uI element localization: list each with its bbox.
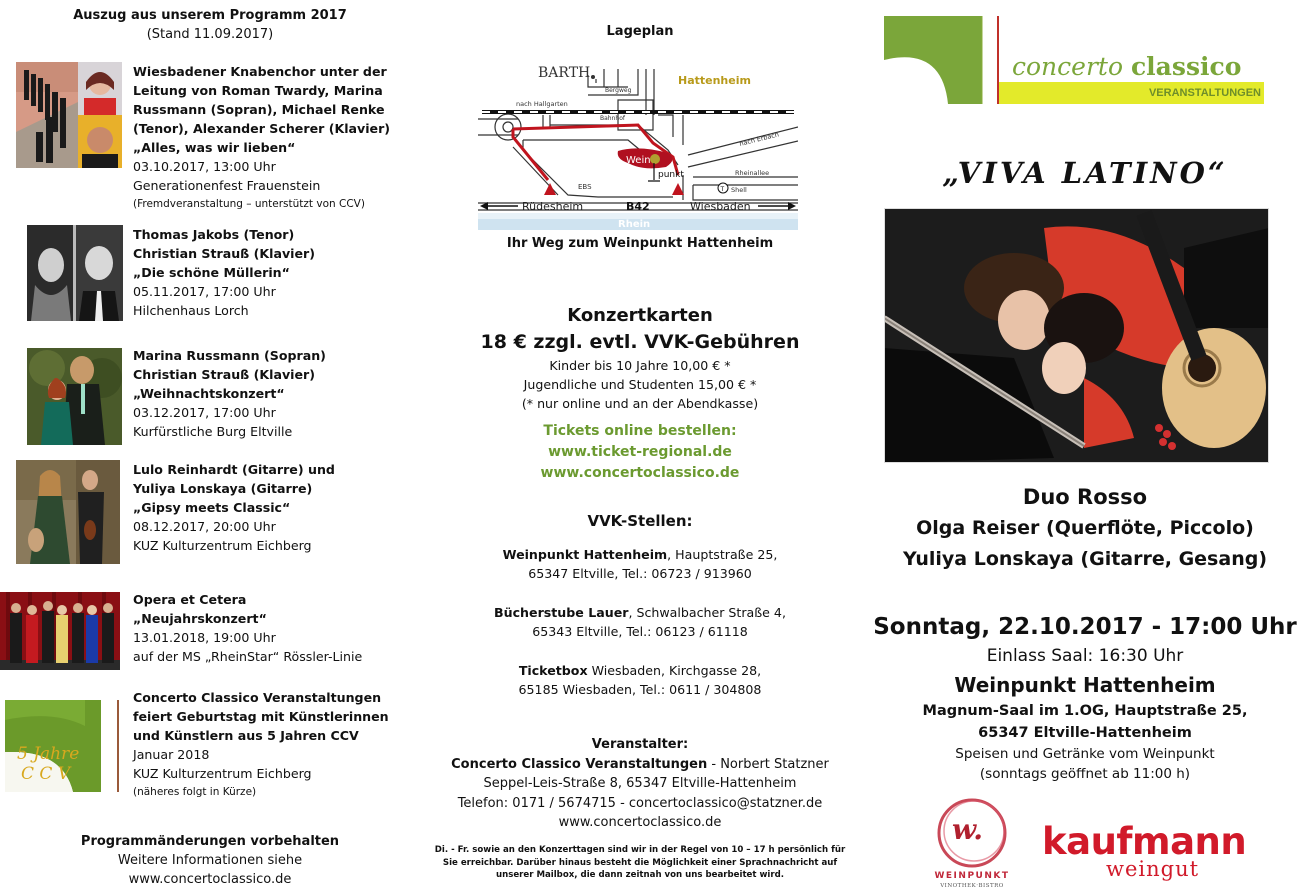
ticket-info xyxy=(430,303,850,484)
event-text xyxy=(133,688,389,802)
tickets-price: 18 € zzgl. evtl. VVK-Gebühren xyxy=(480,331,800,353)
organizer-contact[interactable]: Telefon: 0171 / 5674715 - concertoclassico@statzner.de xyxy=(457,795,823,811)
event-title: „Neujahrskonzert“ xyxy=(133,611,267,626)
event-venue: KUZ Kulturzentrum Eichberg xyxy=(133,538,312,553)
weinpunkt-logo xyxy=(922,795,1022,890)
event-performers: feiert Geburtstag mit Künstlerinnen xyxy=(133,709,389,724)
map-label-ruedesheim: Rüdesheim xyxy=(522,200,584,213)
presale-location xyxy=(430,661,850,700)
ccv-badge-text xyxy=(17,744,79,784)
tickets-heading: Konzertkarten xyxy=(567,305,713,326)
event-performers: Concerto Classico Veranstaltungen xyxy=(133,690,382,705)
event-venue: auf der MS „RheinStar“ Rössler-Linie xyxy=(133,649,363,664)
map-label-bergweg: Bergweg xyxy=(605,87,632,94)
program-footer xyxy=(0,832,420,889)
event-date: 13.01.2018, 19:00 Uhr xyxy=(133,630,276,645)
weinpunkt-subtitle: VINOTHEK·BISTRO xyxy=(940,883,1004,889)
map-label-t: T xyxy=(720,186,725,193)
presale-location-name: Ticketbox xyxy=(518,662,588,678)
event-performers: (Tenor), Alexander Scherer (Klavier) xyxy=(133,121,391,136)
venue-address-line1: Magnum-Saal im 1.OG, Hauptstraße 25, xyxy=(922,703,1248,719)
map-label-rhein: Rhein xyxy=(618,219,651,230)
logo-word-concerto: concerto xyxy=(1012,52,1123,81)
logo-word-classico: classico xyxy=(1130,52,1242,81)
event-text xyxy=(133,346,326,441)
organizer-heading: Veranstalter: xyxy=(591,737,689,752)
event-note: (näheres folgt in Kürze) xyxy=(133,786,257,798)
event-performers: Thomas Jakobs (Tenor) xyxy=(133,227,295,242)
weinpunkt-name: WEINPUNKT xyxy=(934,871,1010,881)
map-label-hallgarten: nach Hallgarten xyxy=(516,100,568,108)
event-text xyxy=(133,225,315,320)
presale-location-address: , Schwalbacher Straße 4, xyxy=(628,604,786,620)
presale-location-name: Weinpunkt Hattenheim xyxy=(502,546,668,562)
program-header xyxy=(0,6,420,44)
map-label-erbach: nach Erbach xyxy=(738,130,780,148)
opening-hours: (sonntags geöffnet ab 11:00 h) xyxy=(979,766,1191,782)
program-website-link[interactable]: www.concertoclassico.de xyxy=(128,872,292,887)
performer-yuliya-lonskaya: Yuliya Lonskaya (Gitarre, Gesang) xyxy=(902,548,1267,570)
presale-location-address: , Hauptstraße 25, xyxy=(667,546,778,562)
office-hours-line: unserer Mailbox, die dann zeitnah von uns bearbeitet wird. xyxy=(495,870,785,880)
event-performers: Yuliya Lonskaya (Gitarre) xyxy=(133,481,313,496)
kaufmann-name: kaufmann xyxy=(1042,820,1247,863)
event-title: „Alles, was wir lieben“ xyxy=(133,140,296,155)
map-label-wiesbaden: Wiesbaden xyxy=(690,200,751,213)
badge-line: 5 Jahre xyxy=(17,744,80,764)
event-title: „Die schöne Müllerin“ xyxy=(133,265,290,280)
event-photo-opera-et-cetera xyxy=(0,592,120,670)
event-text xyxy=(133,590,362,666)
program-more-info: Weitere Informationen siehe xyxy=(117,853,303,868)
weinpunkt-mark: w. xyxy=(952,813,984,846)
badge-line: C C V xyxy=(21,764,71,784)
event-title: „Gipsy meets Classic“ xyxy=(133,500,291,515)
organizer-address: Seppel-Leis-Straße 8, 65347 Eltville-Hattenheim xyxy=(483,776,797,791)
map-label-ebs: EBS xyxy=(578,183,592,191)
event-date: 08.12.2017, 20:00 Uhr xyxy=(133,519,276,534)
program-stand-date: (Stand 11.09.2017) xyxy=(146,27,274,42)
ticket-regional-link[interactable]: www.ticket-regional.de xyxy=(548,444,732,460)
map-label-wein: Wein xyxy=(626,155,651,166)
presale-location-phone: 65347 Eltville, Tel.: 06723 / 913960 xyxy=(528,566,752,581)
event-performers: Marina Russmann (Sopran) xyxy=(133,348,326,363)
event-text xyxy=(133,62,390,214)
event-title: „Weihnachtskonzert“ xyxy=(133,386,285,401)
cover-column xyxy=(870,0,1300,894)
location-map xyxy=(478,55,798,230)
organizer-info xyxy=(430,735,850,833)
map-label-hattenheim: Hattenheim xyxy=(678,74,751,87)
presale-location-name: Bücherstube Lauer xyxy=(494,604,629,620)
doors-open-time: Einlass Saal: 16:30 Uhr xyxy=(986,646,1184,666)
event-performers: Russmann (Sopran), Michael Renke xyxy=(133,102,385,117)
event-venue: KUZ Kulturzentrum Eichberg xyxy=(133,766,312,781)
organizer-website-link[interactable]: www.concertoclassico.de xyxy=(558,815,722,830)
event-photo-knabenchor xyxy=(16,62,122,168)
organizer-person: - Norbert Statzner xyxy=(707,756,829,772)
concert-title: „VIVA LATINO“ xyxy=(942,156,1228,190)
concerto-classico-logo xyxy=(884,16,1269,106)
presale-heading: VVK-Stellen: xyxy=(587,512,693,530)
kaufmann-weingut-logo xyxy=(1042,820,1247,884)
info-column xyxy=(430,0,850,894)
map-title: Lageplan xyxy=(606,24,674,39)
event-venue: Kurfürstliche Burg Eltville xyxy=(133,424,293,439)
map-label-punkt: punkt xyxy=(658,170,684,180)
map-label-shell: Shell xyxy=(731,186,747,194)
program-column xyxy=(0,0,420,894)
map-label-rheinallee: Rheinallee xyxy=(735,169,770,177)
event-venue: Hilchenhaus Lorch xyxy=(133,303,249,318)
catering-info: Speisen und Getränke vom Weinpunkt xyxy=(955,746,1215,762)
map-caption: Ihr Weg zum Weinpunkt Hattenheim xyxy=(506,236,774,251)
event-note: (Fremdveranstaltung – unterstützt von CCV) xyxy=(133,198,365,210)
event-venue: Generationenfest Frauenstein xyxy=(133,178,321,193)
venue-address-line2: 65347 Eltville-Hattenheim xyxy=(978,725,1192,741)
program-heading: Auszug aus unserem Programm 2017 xyxy=(73,8,347,23)
map-label-barth: BARTH xyxy=(538,65,591,81)
event-date: Januar 2018 xyxy=(133,747,210,762)
concertoclassico-link[interactable]: www.concertoclassico.de xyxy=(540,465,740,481)
event-performers: Opera et Cetera xyxy=(133,592,247,607)
presale-location xyxy=(430,603,850,642)
event-photo-jakobs-strauss xyxy=(27,225,123,321)
office-hours-note xyxy=(430,844,850,882)
event-performers: Christian Strauß (Klavier) xyxy=(133,246,315,261)
logo-wordmark xyxy=(1012,52,1241,81)
presale-locations xyxy=(430,512,850,719)
logo-subtitle: VERANSTALTUNGEN xyxy=(1148,87,1261,99)
tickets-online-label: Tickets online bestellen: xyxy=(543,423,737,439)
event-date: 03.12.2017, 17:00 Uhr xyxy=(133,405,276,420)
tickets-note: (* nur online und an der Abendkasse) xyxy=(521,396,759,411)
tickets-youth-price: Jugendliche und Studenten 15,00 € * xyxy=(523,377,757,392)
kaufmann-subtitle: weingut xyxy=(1106,857,1200,881)
event-date: 03.10.2017, 13:00 Uhr xyxy=(133,159,276,174)
tickets-kids-price: Kinder bis 10 Jahre 10,00 € * xyxy=(549,358,731,373)
ccv-anniversary-badge xyxy=(3,700,123,792)
concert-details xyxy=(870,612,1300,784)
presale-location-address: Wiesbaden, Kirchgasse 28, xyxy=(587,662,762,678)
event-performers: und Künstlern aus 5 Jahren CCV xyxy=(133,728,359,743)
presale-location-phone: 65343 Eltville, Tel.: 06123 / 61118 xyxy=(532,624,748,639)
duo-rosso-photo xyxy=(884,208,1269,463)
map-label-bahnhof: Bahnhof xyxy=(600,115,625,122)
event-date: 05.11.2017, 17:00 Uhr xyxy=(133,284,276,299)
presale-location xyxy=(430,545,850,584)
office-hours-line: Di. - Fr. sowie an den Konzerttagen sind wir in der Regel von 10 – 17 h persönlich für xyxy=(434,845,846,855)
event-performers: Lulo Reinhardt (Gitarre) und xyxy=(133,462,335,477)
ensemble-name: Duo Rosso xyxy=(1022,485,1148,509)
organizer-name: Concerto Classico Veranstaltungen xyxy=(451,756,708,772)
program-disclaimer: Programmänderungen vorbehalten xyxy=(80,834,340,849)
event-photo-russmann-strauss xyxy=(27,348,122,445)
map-label-b42: B42 xyxy=(626,200,650,213)
office-hours-line: Sie erreichbar. Darüber hinaus besteht die Möglichkeit einer Sprachnachricht auf xyxy=(442,857,838,868)
event-performers: Leitung von Roman Twardy, Marina xyxy=(133,83,383,98)
performers xyxy=(870,481,1300,575)
event-text xyxy=(133,460,335,555)
performer-olga-reiser: Olga Reiser (Querflöte, Piccolo) xyxy=(916,517,1254,539)
event-photo-reinhardt-lonskaya xyxy=(16,460,120,564)
concert-datetime: Sonntag, 22.10.2017 - 17:00 Uhr xyxy=(873,614,1297,640)
event-performers: Christian Strauß (Klavier) xyxy=(133,367,315,382)
event-performers: Wiesbadener Knabenchor unter der xyxy=(133,64,387,79)
presale-location-phone: 65185 Wiesbaden, Tel.: 0611 / 304808 xyxy=(518,682,762,697)
venue-name: Weinpunkt Hattenheim xyxy=(954,673,1216,697)
